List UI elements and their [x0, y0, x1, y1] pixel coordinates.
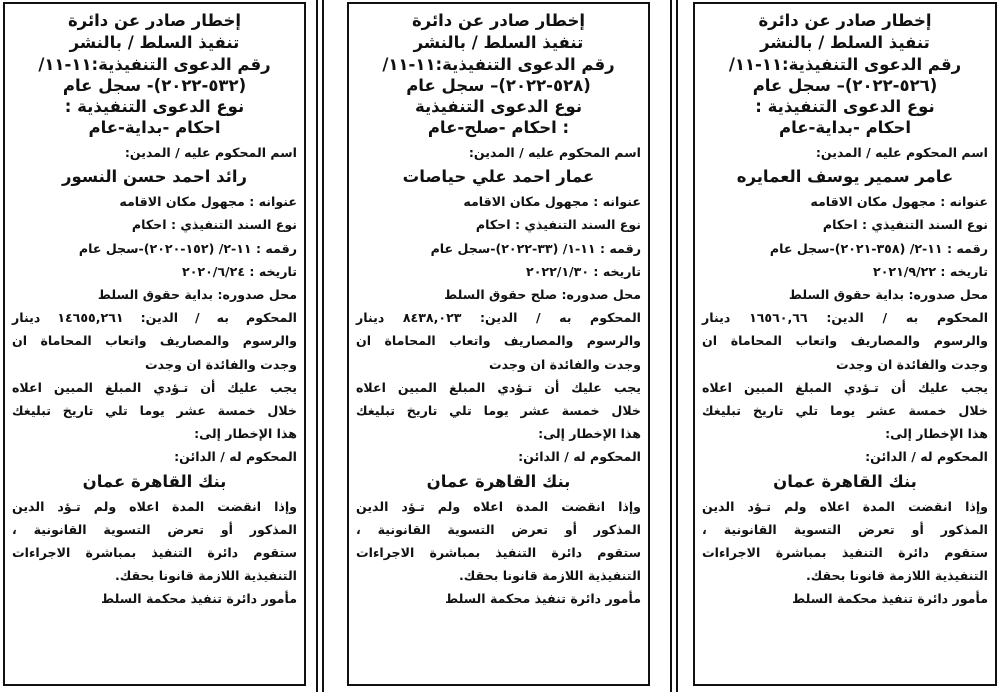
- warning-text-line4: التنفيذية اللازمة قانونا بحقك.: [458, 568, 641, 584]
- creditor-name: بنك القاهرة عمان: [82, 471, 227, 491]
- debt-amount-line2: والرسوم والمصاريف واتعاب المحاماة ان: [12, 333, 297, 349]
- case-number-line1: رقم الدعوى التنفيذية:١١-١١/: [728, 55, 962, 74]
- notice-title-line1: إخطار صادر عن دائرة: [758, 11, 932, 30]
- signature: مأمور دائرة تنفيذ محكمة السلط: [792, 591, 988, 607]
- notice-title-line2: تنفيذ السلط / بالنشر: [760, 33, 930, 52]
- document-type: نوع السند التنفيذي : احكام: [475, 217, 641, 233]
- debtor-name: رائد احمد حسن النسور: [61, 167, 247, 187]
- debt-amount-line3: وجدت والفائدة ان وجدت: [489, 356, 641, 372]
- case-type-line1: نوع الدعوى التنفيذية: [414, 97, 583, 116]
- debtor-address: عنوانه : مجهول مكان الاقامه: [810, 194, 988, 210]
- warning-text-line3: ستقوم دائرة التنفيذ بمباشرة الاجراءات: [356, 545, 641, 561]
- document-number: رقمه : ١١-١/ (٣٣-٢٠٢٢)-سجل عام: [430, 240, 641, 256]
- notice-text-line2: خلال خمسة عشر يوما تلي تاريخ تبليغك: [702, 403, 988, 419]
- debtor-address: عنوانه : مجهول مكان الاقامه: [119, 194, 297, 210]
- case-number-line2: (٥٢٨-٢٠٢٢)– سجل عام: [406, 76, 591, 95]
- creditor-label: المحكوم له / الدائن:: [174, 449, 297, 465]
- case-number-line2: (٥٢٦-٢٠٢٢)– سجل عام: [752, 76, 938, 95]
- notice-text-line2: خلال خمسة عشر يوما تلي تاريخ تبليغك: [356, 403, 641, 419]
- warning-text-line1: وإذا انقضت المدة اعلاه ولم تـؤد الدين: [356, 498, 641, 514]
- debtor-label: اسم المحكوم عليه / المدين:: [468, 145, 641, 160]
- creditor-name: بنك القاهرة عمان: [773, 471, 917, 491]
- warning-text-line1: وإذا انقضت المدة اعلاه ولم تـؤد الدين: [702, 498, 988, 514]
- issuing-court: محل صدوره: بداية حقوق السلط: [97, 287, 297, 303]
- notice-title-line2: تنفيذ السلط / بالنشر: [413, 33, 584, 52]
- document-type: نوع السند التنفيذي : احكام: [131, 217, 297, 233]
- case-type-line2: احكام -بداية-عام: [778, 118, 912, 137]
- issuing-court: محل صدوره: بداية حقوق السلط: [788, 287, 988, 303]
- debt-amount-line1: المحكوم به / الدين: ١٦٥٦٠,٦٦ دينار: [702, 310, 989, 326]
- debtor-name: عمار احمد علي حياصات: [402, 167, 595, 187]
- document-date: تاريخه : ٢٠٢٠/٦/٢٤: [182, 263, 297, 279]
- warning-text-line3: ستقوم دائرة التنفيذ بمباشرة الاجراءات: [12, 545, 297, 561]
- creditor-label: المحكوم له / الدائن:: [518, 449, 641, 465]
- notice-text-line3: هذا الإخطار إلى:: [194, 426, 297, 442]
- document-number: رقمه : ١١-٢/ (١٥٢-٢٠٢٠)-سجل عام: [78, 240, 297, 256]
- document-date: تاريخه : ٢٠٢١/٩/٢٢: [873, 263, 988, 279]
- case-number-line1: رقم الدعوى التنفيذية:١١-١١/: [38, 55, 271, 74]
- column-divider: [316, 0, 324, 692]
- notice-text-line3: هذا الإخطار إلى:: [885, 426, 988, 442]
- column-divider: [670, 0, 678, 692]
- notice-text-line2: خلال خمسة عشر يوما تلي تاريخ تبليغك: [12, 403, 297, 419]
- notice-text-line1: يجب عليك أن تـؤدي المبلغ المبين اعلاه: [356, 379, 641, 395]
- debt-amount-line2: والرسوم والمصاريف واتعاب المحاماة ان: [702, 333, 988, 349]
- case-type-line1: نوع الدعوى التنفيذية :: [64, 97, 245, 116]
- warning-text-line2: المذكور أو تعرض التسوية القانونية ،: [702, 521, 988, 537]
- debtor-address: عنوانه : مجهول مكان الاقامه: [463, 194, 641, 210]
- warning-text-line2: المذكور أو تعرض التسوية القانونية ،: [12, 521, 297, 537]
- warning-text-line2: المذكور أو تعرض التسوية القانونية ،: [356, 521, 641, 537]
- case-type-line2: : احكام -صلح-عام: [427, 118, 570, 137]
- debtor-label: اسم المحكوم عليه / المدين:: [815, 145, 988, 160]
- debt-amount-line1: المحكوم به / الدين: ٨٤٣٨,٠٢٣ دينار: [356, 310, 642, 326]
- case-number-line1: رقم الدعوى التنفيذية:١١-١١/: [382, 55, 615, 74]
- document-type: نوع السند التنفيذي : احكام: [822, 217, 988, 233]
- notice-text-line3: هذا الإخطار إلى:: [538, 426, 641, 442]
- notice-column-middle: [347, 2, 650, 686]
- debt-amount-line3: وجدت والفائدة ان وجدت: [836, 356, 988, 372]
- notice-column-right: [693, 2, 997, 686]
- warning-text-line1: وإذا انقضت المدة اعلاه ولم تـؤد الدين: [12, 498, 297, 514]
- warning-text-line4: التنفيذية اللازمة قانونا بحقك.: [114, 568, 297, 584]
- issuing-court: محل صدوره: صلح حقوق السلط: [444, 287, 641, 303]
- notice-text-line1: يجب عليك أن تـؤدي المبلغ المبين اعلاه: [702, 379, 988, 395]
- creditor-label: المحكوم له / الدائن:: [865, 449, 988, 465]
- creditor-name: بنك القاهرة عمان: [426, 471, 571, 491]
- notice-text-line1: يجب عليك أن تـؤدي المبلغ المبين اعلاه: [12, 379, 297, 395]
- debt-amount-line3: وجدت والفائدة ان وجدت: [145, 356, 297, 372]
- warning-text-line3: ستقوم دائرة التنفيذ بمباشرة الاجراءات: [702, 545, 988, 561]
- signature: مأمور دائرة تنفيذ محكمة السلط: [445, 591, 641, 607]
- notice-column-left: [3, 2, 306, 686]
- debt-amount-line2: والرسوم والمصاريف واتعاب المحاماة ان: [356, 333, 641, 349]
- notice-title-line1: إخطار صادر عن دائرة: [411, 11, 586, 30]
- debtor-name: عامر سمير يوسف العمايره: [736, 167, 954, 187]
- warning-text-line4: التنفيذية اللازمة قانونا بحقك.: [805, 568, 988, 584]
- debt-amount-line1: المحكوم به / الدين: ١٤٦٥٥,٢٦١ دينار: [12, 310, 297, 326]
- notice-title-line2: تنفيذ السلط / بالنشر: [69, 33, 240, 52]
- signature: مأمور دائرة تنفيذ محكمة السلط: [101, 591, 297, 607]
- case-number-line2: (٥٣٢-٢٠٢٢)- سجل عام: [62, 76, 247, 95]
- document-date: تاريخه : ٢٠٢٢/١/٣٠: [526, 263, 641, 279]
- debtor-label: اسم المحكوم عليه / المدين:: [124, 145, 297, 160]
- document-number: رقمه : ١١-٢/ (٣٥٨-٢٠٢١)-سجل عام: [769, 240, 988, 256]
- case-type-line2: احكام -بداية-عام: [88, 118, 221, 137]
- notice-title-line1: إخطار صادر عن دائرة: [67, 11, 242, 30]
- case-type-line1: نوع الدعوى التنفيذية :: [755, 97, 935, 116]
